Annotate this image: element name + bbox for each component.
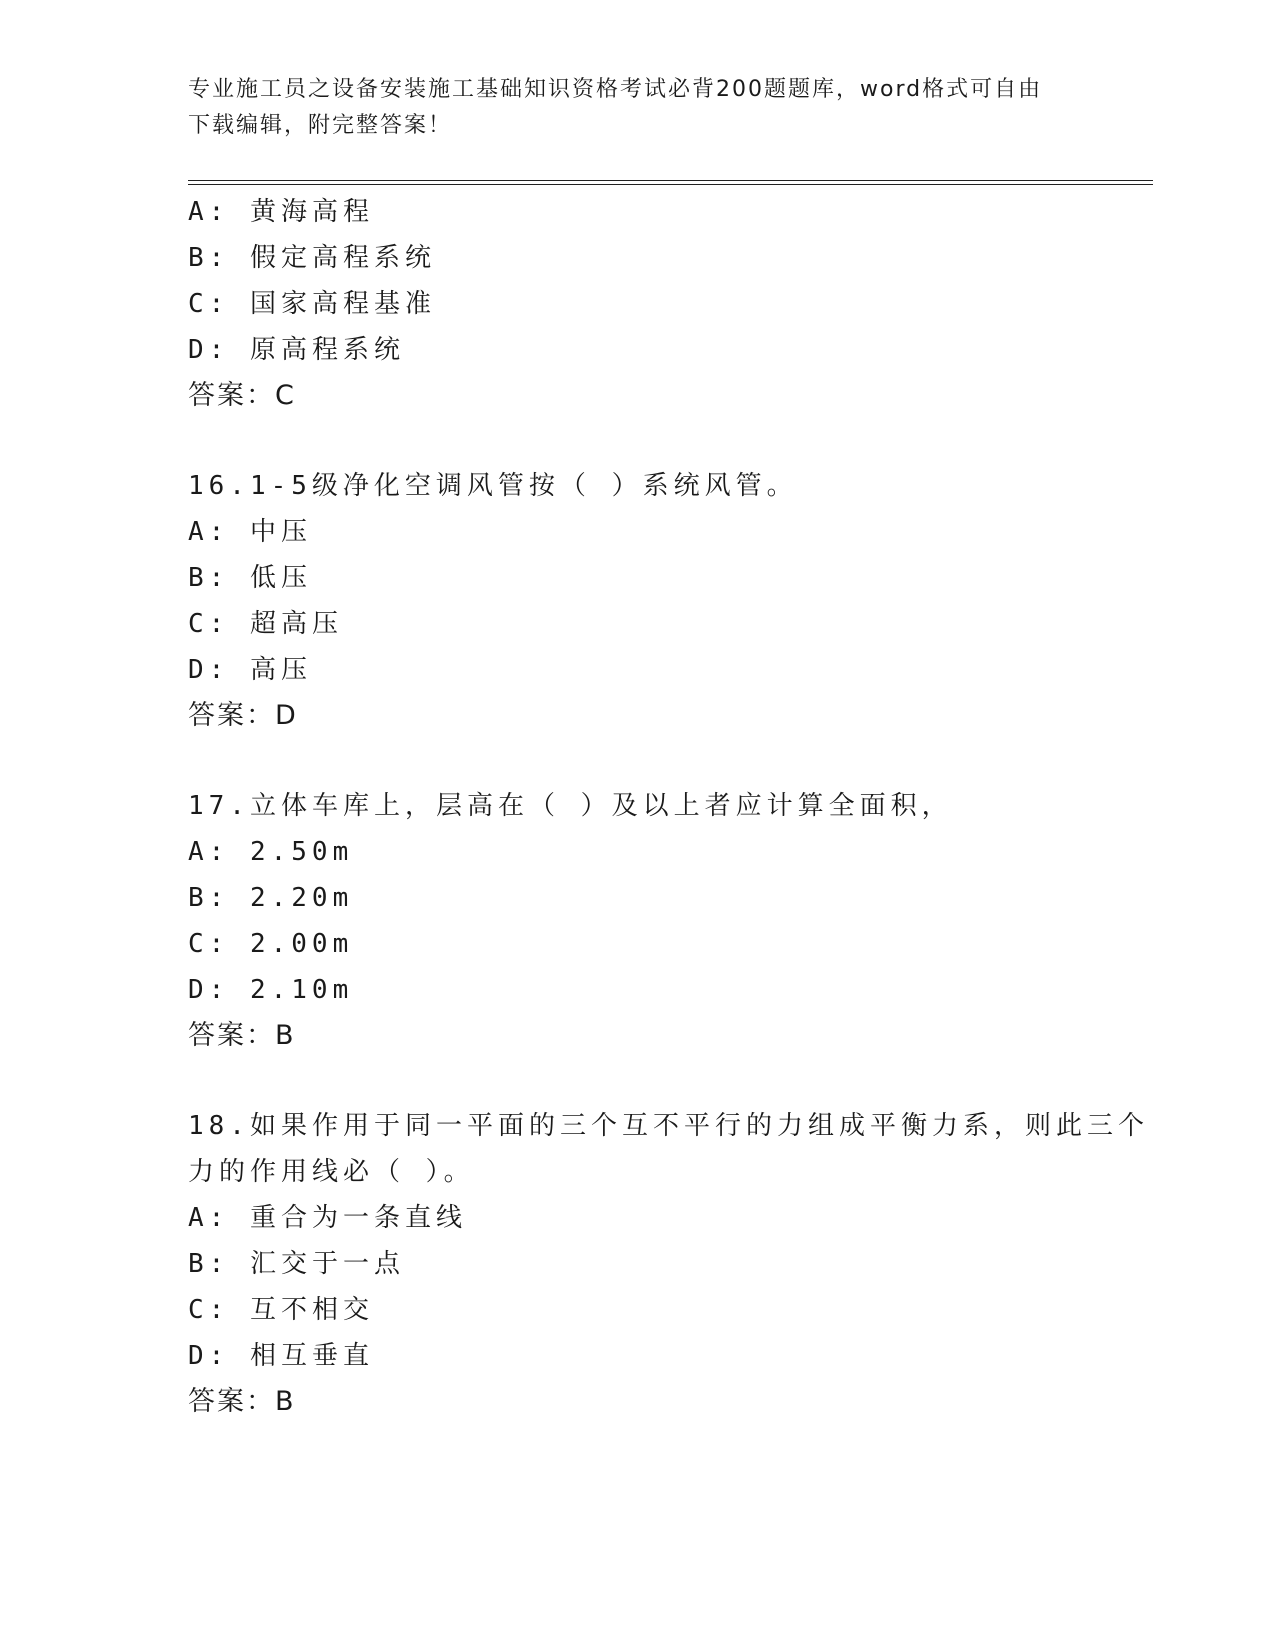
question-16 (188, 463, 1088, 739)
question-18 (188, 1103, 1149, 1425)
option-c: C: 互不相交 (188, 1295, 374, 1325)
option-a: A: 2.50m (188, 837, 354, 867)
header-line-2: 下载编辑，附完整答案！ (188, 113, 453, 138)
question-text: 17.立体车库上，层高在（ ）及以上者应计算全面积， (188, 791, 953, 821)
spacer (188, 1059, 1088, 1103)
question-text-line-2: 力的作用线必（ ）。 (188, 1157, 475, 1187)
option-d: D: 2.10m (188, 975, 354, 1005)
option-a: A: 重合为一条直线 (188, 1203, 467, 1233)
header-divider-top (188, 180, 1153, 181)
option-b: B: 汇交于一点 (188, 1249, 405, 1279)
answer: 答案：C (188, 380, 296, 411)
answer: 答案：D (188, 700, 298, 731)
header-line-1: 专业施工员之设备安装施工基础知识资格考试必背200题题库，word格式可自由 (188, 77, 1043, 102)
header-divider-bottom (188, 184, 1153, 185)
spacer (188, 739, 1088, 783)
answer: 答案：B (188, 1386, 296, 1417)
question-15 (188, 189, 1088, 419)
question-text-line-1: 18.如果作用于同一平面的三个互不平行的力组成平衡力系，则此三个 (188, 1111, 1149, 1141)
option-d: D: 相互垂直 (188, 1341, 374, 1371)
option-c: C: 2.00m (188, 929, 354, 959)
option-c: C: 国家高程基准 (188, 289, 436, 319)
question-text: 16.1-5级净化空调风管按（ ）系统风管。 (188, 471, 798, 501)
option-d: D: 原高程系统 (188, 335, 405, 365)
answer: 答案：B (188, 1020, 296, 1051)
option-d: D: 高压 (188, 655, 312, 685)
option-a: A: 黄海高程 (188, 197, 374, 227)
question-17 (188, 783, 1088, 1059)
option-a: A: 中压 (188, 517, 312, 547)
option-b: B: 2.20m (188, 883, 354, 913)
document-header (188, 72, 1088, 144)
option-b: B: 假定高程系统 (188, 243, 436, 273)
spacer (188, 419, 1088, 463)
option-b: B: 低压 (188, 563, 312, 593)
option-c: C: 超高压 (188, 609, 343, 639)
question-list (188, 189, 1149, 1425)
